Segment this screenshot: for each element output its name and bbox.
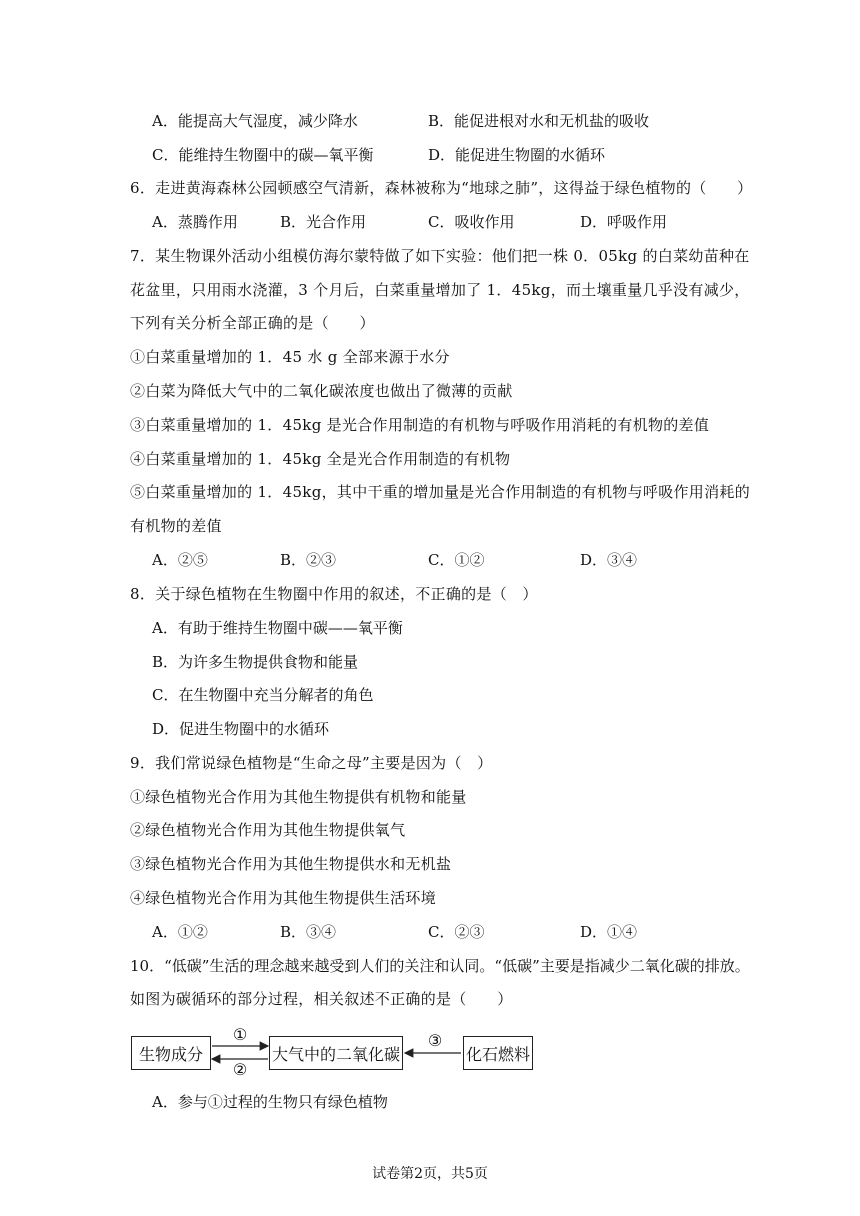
q7-statement-2: ②白菜为降低大气中的二氧化碳浓度也做出了微薄的贡献 xyxy=(130,382,513,400)
q5-option-b: B．能促进根对水和无机盐的吸收 xyxy=(428,112,650,130)
q5-option-a: A．能提高大气湿度，减少降水 xyxy=(152,112,358,130)
q7-option-d: D．③④ xyxy=(580,551,638,569)
label-process-3: ③ xyxy=(427,1030,443,1050)
q10-stem-line-2: 如图为碳循环的部分过程，相关叙述不正确的是（ ） xyxy=(130,990,513,1008)
q10-option-a: A．参与①过程的生物只有绿色植物 xyxy=(152,1093,388,1111)
q9-option-a: A．①② xyxy=(152,923,208,941)
q8-option-d: D．促进生物圈中的水循环 xyxy=(152,720,330,738)
q5-option-c: C．能维持生物圈中的碳—氧平衡 xyxy=(152,146,374,164)
q6-stem: 6．走进黄海森林公园顿感空气清新，森林被称为“地球之肺”，这得益于绿色植物的（ ） xyxy=(130,179,753,197)
q7-stem-line-1: 7．某生物课外活动小组模仿海尔蒙特做了如下实验：他们把一株 0．05kg 的白菜幼苗种在 xyxy=(130,247,750,265)
q8-option-b: B．为许多生物提供食物和能量 xyxy=(152,653,359,671)
q7-statement-3: ③白菜重量增加的 1．45kg 是光合作用制造的有机物与呼吸作用消耗的有机物的差值 xyxy=(130,416,710,434)
q10-stem-line-1: 10．“低碳”生活的理念越来越受到人们的关注和认同。“低碳”主要是指减少二氧化碳的排放。 xyxy=(130,957,750,975)
q8-option-c: C．在生物圈中充当分解者的角色 xyxy=(152,686,374,704)
box-biological-components: 生物成分 xyxy=(131,1036,211,1070)
q7-statement-5-line-2: 有机物的差值 xyxy=(130,517,222,535)
q7-option-a: A．②⑤ xyxy=(152,551,208,569)
q5-option-d: D．能促进生物圈的水循环 xyxy=(428,146,606,164)
q7-statement-1: ①白菜重量增加的 1．45 水 g 全部来源于水分 xyxy=(130,348,450,366)
q9-statement-2: ②绿色植物光合作用为其他生物提供氧气 xyxy=(130,821,406,839)
q9-statement-1: ①绿色植物光合作用为其他生物提供有机物和能量 xyxy=(130,788,467,806)
q7-stem-line-3: 下列有关分析全部正确的是（ ） xyxy=(130,314,375,332)
q7-statement-4: ④白菜重量增加的 1．45kg 全是光合作用制造的有机物 xyxy=(130,450,511,468)
page-footer: 试卷第2页，共5页 xyxy=(372,1166,488,1182)
q8-stem: 8．关于绿色植物在生物圈中作用的叙述，不正确的是（ ） xyxy=(130,585,538,603)
q7-statement-5-line-1: ⑤白菜重量增加的 1．45kg，其中干重的增加量是光合作用制造的有机物与呼吸作用消耗的 xyxy=(130,483,750,501)
q9-option-b: B．③④ xyxy=(280,923,337,941)
q9-option-d: D．①④ xyxy=(580,923,638,941)
q6-option-d: D．呼吸作用 xyxy=(580,213,668,231)
q9-stem: 9．我们常说绿色植物是“生命之母”主要是因为（ ） xyxy=(130,754,493,772)
q7-option-b: B．②③ xyxy=(280,551,337,569)
q9-statement-3: ③绿色植物光合作用为其他生物提供水和无机盐 xyxy=(130,855,452,873)
q8-option-a: A．有助于维持生物圈中碳——氧平衡 xyxy=(152,619,403,637)
q9-statement-4: ④绿色植物光合作用为其他生物提供生活环境 xyxy=(130,889,437,907)
q6-option-c: C．吸收作用 xyxy=(428,213,515,231)
box-atmospheric-co2: 大气中的二氧化碳 xyxy=(269,1036,403,1070)
q7-stem-line-2: 花盆里，只用雨水浇灌，3 个月后，白菜重量增加了 1．45kg，而土壤重量几乎没有减少， xyxy=(130,281,750,299)
q9-option-c: C．②③ xyxy=(428,923,485,941)
q6-option-a: A．蒸腾作用 xyxy=(152,213,238,231)
q6-option-b: B．光合作用 xyxy=(280,213,367,231)
q7-option-c: C．①② xyxy=(428,551,485,569)
box-fossil-fuels: 化石燃料 xyxy=(463,1036,533,1070)
label-process-1: ① xyxy=(232,1024,248,1044)
label-process-2: ② xyxy=(232,1059,248,1079)
